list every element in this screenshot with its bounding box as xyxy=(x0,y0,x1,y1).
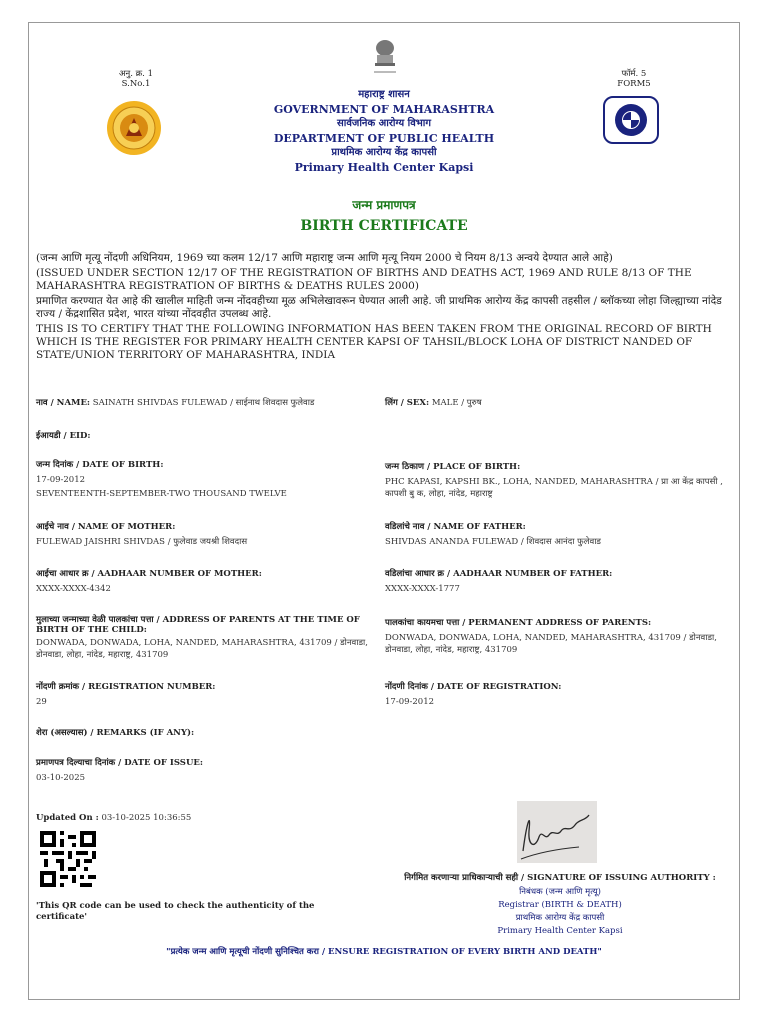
father-label: वडिलांचे नाव / NAME OF FATHER: xyxy=(385,522,526,532)
serial-number xyxy=(96,68,176,89)
authority-phc-en: Primary Health Center Kapsi xyxy=(497,926,623,936)
address-permanent-row xyxy=(385,617,721,656)
signature-label: निर्गमित करणाऱ्या प्राधिकाऱ्याची सही / SIGNATURE OF ISSUING AUTHORITY : xyxy=(404,873,716,883)
sex-value: MALE / पुरुष xyxy=(431,398,482,408)
dob-value: 17-09-2012 xyxy=(36,475,86,485)
address-permanent-label: पालकांचा कायमचा पत्ता / PERMANENT ADDRESS OF PARENTS: xyxy=(385,618,652,628)
sex-row xyxy=(385,397,725,409)
dob-label: जन्म दिनांक / DATE OF BIRTH: xyxy=(36,460,164,470)
title-en: BIRTH CERTIFICATE xyxy=(300,218,468,234)
serial-number-en: S.No.1 xyxy=(121,79,151,89)
certify-text-mr: प्रमाणित करण्यात येत आहे की खालील माहिती जन्म नोंदवहीच्या मूळ अभिलेखावरून घेण्यात आली आहे. जी प्राथमिक आरोग्य केंद्र कापसी तहसील / ब्लॉकच्या लोहा जिल्ह्याच्या नांदेड राज्य / केंद्रशासित प्रदेश, भारत यांच्या नोंदवहीत उपलब्ध आहे. xyxy=(36,295,722,320)
header-block xyxy=(194,88,574,175)
pob-value: PHC KAPASI, KAPSHI BK., LOHA, NANDED, MAHARASHTRA / प्रा आ केंद्र कापसी , कापशी बु क, लोहा, नांदेड, महाराष्ट्र xyxy=(385,477,723,499)
address-birth-row xyxy=(36,614,372,661)
registrar-mr: निबंधक (जन्म आणि मृत्यू) xyxy=(519,887,601,897)
dept-name-en: DEPARTMENT OF PUBLIC HEALTH xyxy=(273,132,495,145)
father-value: SHIVDAS ANANDA FULEWAD / शिवदास आनंदा फुलेवाड xyxy=(385,537,601,547)
phc-name-en: Primary Health Center Kapsi xyxy=(294,161,474,174)
state-emblem-icon xyxy=(371,38,399,78)
govt-name-mr: महाराष्ट्र शासन xyxy=(358,89,410,100)
form-number-en: FORM5 xyxy=(617,79,651,89)
registration-date-label: नोंदणी दिनांक / DATE OF REGISTRATION: xyxy=(385,682,562,692)
govt-name-en: GOVERNMENT OF MAHARASHTRA xyxy=(273,103,495,116)
registration-number-value: 29 xyxy=(36,697,47,707)
issued-under-en: (ISSUED UNDER SECTION 12/17 OF THE REGISTRATION OF BIRTHS AND DEATHS ACT, 1969 AND RULE 8/13 OF THE MAHARASHTRA REGISTRATION OF BIRTHS & DEATHS RULES 2000) xyxy=(36,267,692,292)
issued-under-mr: (जन्म आणि मृत्यू नोंदणी अधिनियम, 1969 च्या कलम 12/17 आणि महाराष्ट्र जन्म आणि मृत्यू नियम 2000 चे नियम 8/13 अन्वये देण्यात आले आहे) xyxy=(36,252,613,264)
title-block xyxy=(194,197,574,236)
updated-on-label: Updated On : xyxy=(36,813,99,823)
sex-label: लिंग / SEX: xyxy=(385,398,430,408)
dept-name-mr: सार्वजनिक आरोग्य विभाग xyxy=(336,118,432,129)
registration-date-value: 17-09-2012 xyxy=(385,697,435,707)
remarks-label: शेरा (असल्यास) / REMARKS (IF ANY): xyxy=(36,728,195,738)
issue-date-row xyxy=(36,757,376,784)
updated-on-row xyxy=(36,812,336,824)
aadhaar-mother-value: XXXX-XXXX-4342 xyxy=(36,584,111,594)
name-value: SAINATH SHIVDAS FULEWAD / साईनाथ शिवदास फुलेवाड xyxy=(92,398,315,408)
dob-words: SEVENTEENTH-SEPTEMBER-TWO THOUSAND TWELVE xyxy=(36,489,287,499)
intro-block xyxy=(36,252,726,362)
pob-row xyxy=(385,461,725,500)
updated-on-value: 03-10-2025 10:36:55 xyxy=(101,813,192,823)
remarks-row xyxy=(36,727,376,738)
address-birth-label: मुलाच्या जन्माच्या वेळी पालकांचा पत्ता / ADDRESS OF PARENTS AT THE TIME OF BIRTH OF THE CHILD: xyxy=(36,615,360,635)
eid-label: ईआयडी / EID: xyxy=(36,431,91,441)
aadhaar-mother-row xyxy=(36,568,376,595)
address-permanent-value: DONWADA, DONWADA, LOHA, NANDED, MAHARASHTRA, 431709 / डोनवाडा, डोनवाडा, लोहा, नांदेड, महाराष्ट्र, 431709 xyxy=(385,633,717,655)
signature-image xyxy=(517,801,597,863)
aadhaar-mother-label: आईचा आधार क्र / AADHAAR NUMBER OF MOTHER: xyxy=(36,569,262,579)
serial-number-mr: अनु. क्र. 1 xyxy=(119,69,153,79)
registration-date-row xyxy=(385,681,725,708)
issue-date-value: 03-10-2025 xyxy=(36,773,86,783)
registration-number-row xyxy=(36,681,376,708)
issuing-authority-block xyxy=(390,872,730,938)
qr-note: 'This QR code can be used to check the authenticity of the certificate' xyxy=(36,901,315,922)
pob-label: जन्म ठिकाण / PLACE OF BIRTH: xyxy=(385,462,521,472)
form-number xyxy=(594,68,674,89)
registrar-en: Registrar (BIRTH & DEATH) xyxy=(498,900,622,910)
dob-row xyxy=(36,459,376,500)
form-number-mr: फॉर्म. 5 xyxy=(621,69,647,79)
issue-date-label: प्रमाणपत्र दिल्याचा दिनांक / DATE OF ISSUE: xyxy=(36,758,203,768)
aadhaar-father-value: XXXX-XXXX-1777 xyxy=(385,584,460,594)
registration-number-label: नोंदणी क्रमांक / REGISTRATION NUMBER: xyxy=(36,682,216,692)
address-birth-value: DONWADA, DONWADA, LOHA, NANDED, MAHARASHTRA, 431709 / डोनवाडा, डोनवाडा, लोहा, नांदेड, महाराष्ट्र, 431709 xyxy=(36,638,368,660)
mother-row xyxy=(36,521,376,548)
qr-code-icon[interactable] xyxy=(40,831,96,887)
mother-label: आईचे नाव / NAME OF MOTHER: xyxy=(36,522,176,532)
aadhaar-father-row xyxy=(385,568,725,595)
certify-text-en: THIS IS TO CERTIFY THAT THE FOLLOWING INFORMATION HAS BEEN TAKEN FROM THE ORIGINAL RECORD OF BIRTH WHICH IS THE REGISTER FOR PRIMARY HEALTH CENTER KAPSI OF TAHSIL/BLOCK LOHA OF DISTRICT NANDED OF STATE/UNION TERRITORY OF MAHARASHTRA, INDIA xyxy=(36,323,712,361)
name-row xyxy=(36,397,376,409)
health-dept-logo-icon xyxy=(603,96,659,144)
name-label: नाव / NAME: xyxy=(36,398,91,408)
phc-name-mr: प्राथमिक आरोग्य केंद्र कापसी xyxy=(331,147,437,158)
authority-phc-mr: प्राथमिक आरोग्य केंद्र कापसी xyxy=(515,913,605,923)
father-row xyxy=(385,521,725,548)
title-mr: जन्म प्रमाणपत्र xyxy=(352,198,416,212)
maharashtra-seal-icon xyxy=(106,100,162,156)
registration-slogan: "प्रत्येक जन्म आणि मृत्यूची नोंदणी सुनिश्चित करा / ENSURE REGISTRATION OF EVERY BIRTH AND DEATH" xyxy=(166,947,602,957)
eid-row xyxy=(36,430,376,441)
aadhaar-father-label: वडिलांचा आधार क्र / AADHAAR NUMBER OF FATHER: xyxy=(385,569,613,579)
mother-value: FULEWAD JAISHRI SHIVDAS / फुलेवाड जयश्री शिवदास xyxy=(36,537,248,547)
